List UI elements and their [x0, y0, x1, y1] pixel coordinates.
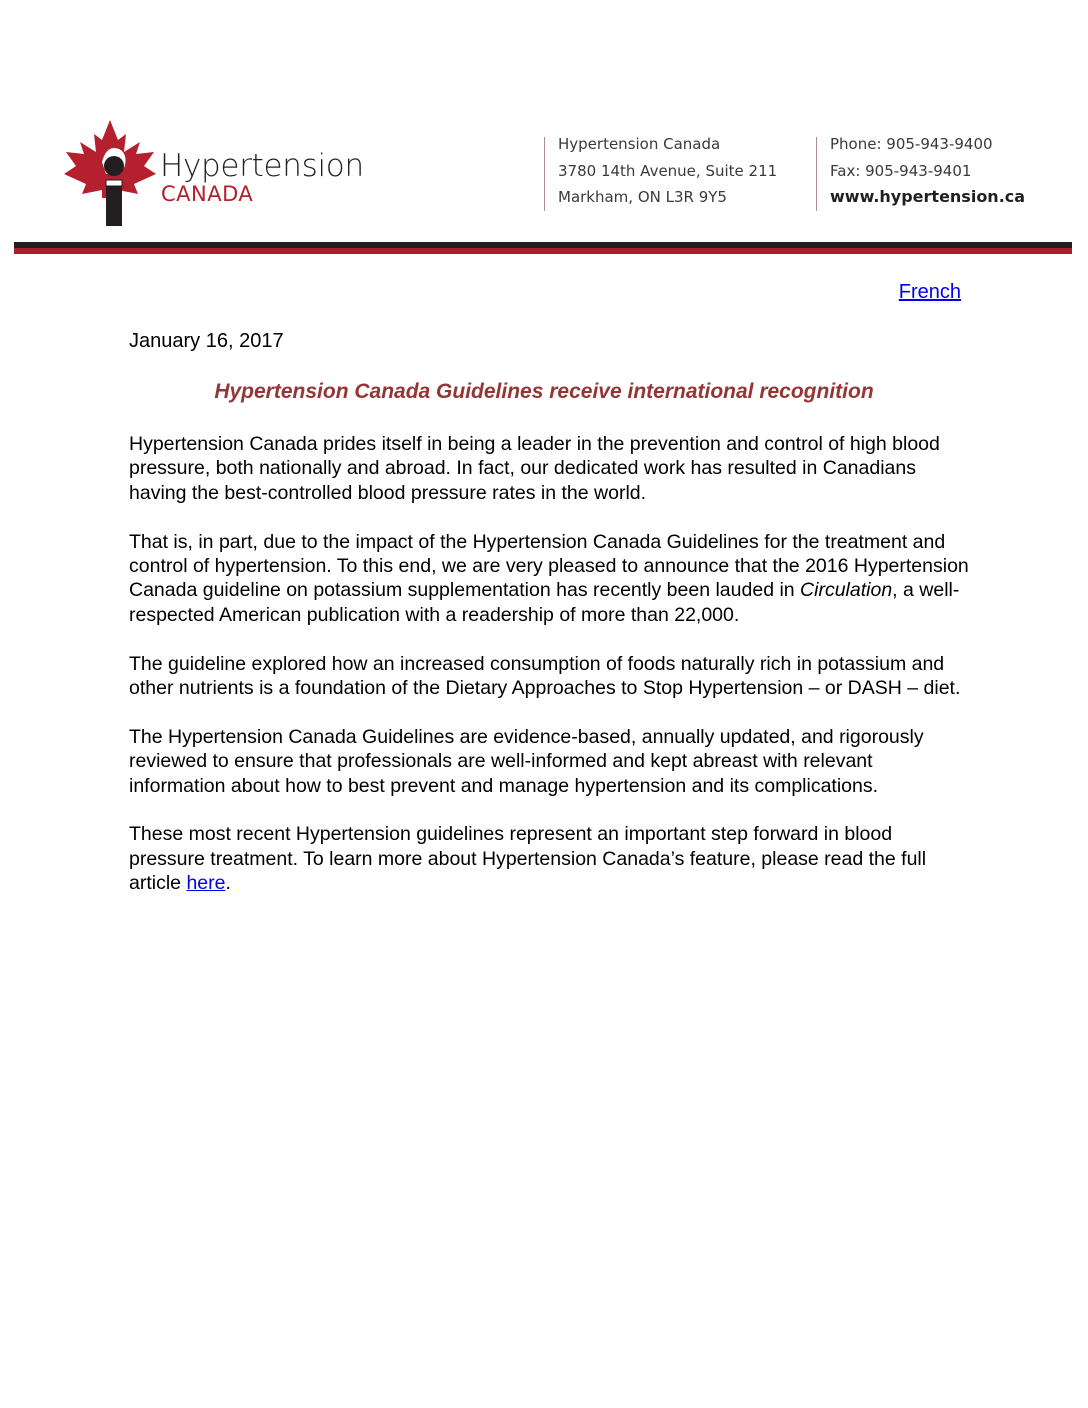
fax-number: Fax: 905-943-9401 [830, 161, 972, 180]
text: These most recent Hypertension guidelines represent an important step forward in blood pressure treatment. To learn more about Hypertension Canada’s feature, please read the full article [129, 823, 927, 895]
street-address: 3780 14th Avenue, Suite 211 [558, 161, 778, 180]
text: , a well-respected American publication with a readership of more than 22,000. [129, 579, 960, 626]
publication-name: Circulation [800, 579, 893, 602]
org-name: Hypertension Canada [558, 135, 721, 153]
paragraph-3: The guideline explored how an increased consumption of foods naturally rich in potassium and other nutrients is a foundation of the Dietary Approaches to Stop Hypertension – or DASH – diet. [129, 652, 961, 700]
contact-block [830, 131, 1025, 211]
document-date: January 16, 2017 [129, 330, 284, 352]
french-version-link[interactable]: French [898, 281, 961, 303]
paragraph-4: The Hypertension Canada Guidelines are evidence-based, annually updated, and rigorously reviewed to ensure that professionals are well-informed and kept abreast with relevant information about how to best prevent and manage hypertension and its complications. [129, 725, 924, 797]
maple-leaf-icon [62, 118, 158, 228]
hypertension-canada-logo [62, 118, 364, 228]
document-body [129, 432, 969, 920]
divider [544, 137, 545, 211]
logo-wordmark: Hypertension [160, 148, 364, 184]
page-title: Hypertension Canada Guidelines receive international recognition [214, 380, 874, 403]
address-block [558, 131, 777, 211]
phone-number: Phone: 905-943-9400 [830, 135, 993, 153]
city-postal: Markham, ON L3R 9Y5 [558, 188, 727, 206]
text: . [225, 872, 231, 895]
full-article-link[interactable]: here [186, 872, 226, 895]
header-rule-red [14, 248, 1072, 254]
paragraph-5 [129, 822, 969, 895]
divider [816, 137, 817, 211]
paragraph-1: Hypertension Canada prides itself in being a leader in the prevention and control of high blood pressure, both nationally and abroad. In fact, our dedicated work has resulted in Canadians having the best-controlled blood pressure rates in the world. [129, 433, 940, 504]
paragraph-2 [129, 530, 969, 628]
logo-subtitle: CANADA [161, 182, 254, 206]
text: That is, in part, due to the impact of the Hypertension Canada Guidelines for the treatment and control of hypertension. To this end, we are very pleased to announce that the 2016 Hypertension Canada guideline on potassium supplementation has recently been lauded in [129, 530, 969, 602]
website: www.hypertension.ca [830, 187, 1026, 206]
